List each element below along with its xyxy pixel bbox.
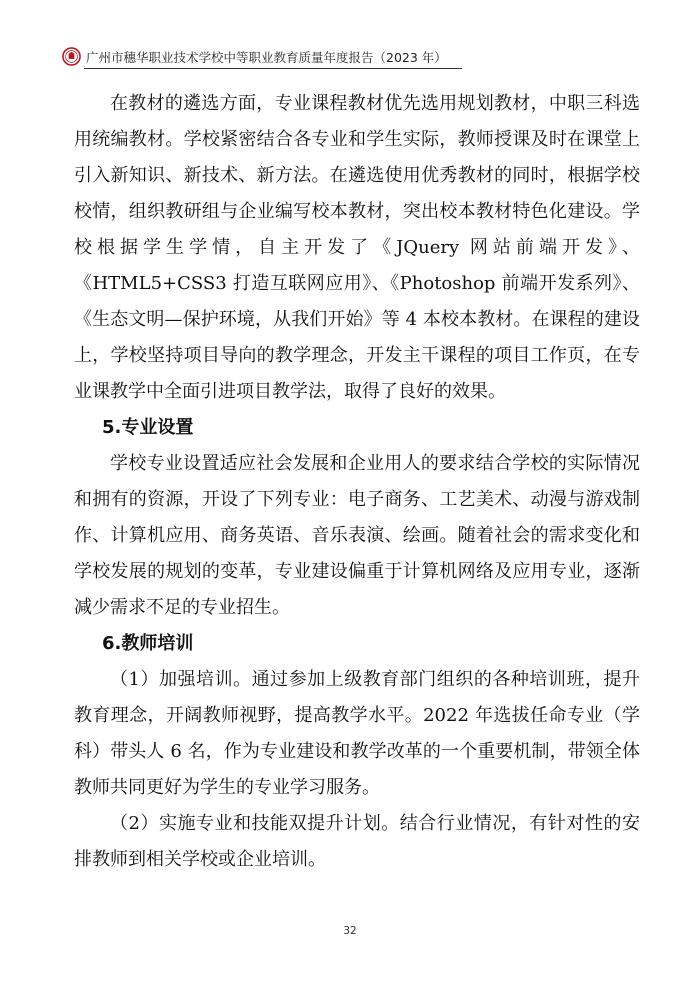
section-heading-specialty-setup: 5.专业设置: [102, 417, 194, 438]
specialty-setup-paragraph: 学校专业设置适应社会发展和企业用人的要求结合学校的实际情况和拥有的资源，开设了下列专业：电子商务、工艺美术、动漫与游戏制作、计算机应用、商务英语、音乐表演、绘画。随着社会的需求变化和学校发展的规划的变革，专业建设偏重于计算机网络及应用专业，逐渐减少需求不足的专业招生。: [74, 453, 640, 618]
page-content: [74, 86, 640, 878]
header-rule: [84, 68, 462, 69]
textbook-selection-paragraph: 在教材的遴选方面，专业课程教材优先选用规划教材，中职三科选用统编教材。学校紧密结合各专业和学生实际，教师授课及时在课堂上引入新知识、新技术、新方法。在遴选使用优秀教材的同时，根据学校校情，组织教研组与企业编写校本教材，突出校本教材特色化建设。学校根据学生学情，自主开发了《JQuery 网站前端开发》、《HTML5+CSS3 打造互联网应用》、《Photoshop 前端开发系列》、《生态文明—保护环境，从我们开始》等 4 本校本教材。在课程的建设上，学校坚持项目导向的教学理念，开发主干课程的项目工作页，在专业课教学中全面引进项目教学法，取得了良好的效果。: [74, 93, 640, 402]
page-header: [62, 44, 462, 70]
training-item-1-paragraph: （1）加强培训。通过参加上级教育部门组织的各种培训班，提升教育理念，开阔教师视野，提高教学水平。2022 年选拔任命专业（学科）带头人 6 名，作为专业建设和教学改革的一个重要机制，带领全体教师共同更好为学生的专业学习服务。: [74, 669, 640, 798]
page-number: 32: [343, 925, 357, 937]
section-heading-teacher-training: 6.教师培训: [102, 633, 194, 654]
report-header-title: 广州市穗华职业技术学校中等职业教育质量年度报告（2023 年）: [86, 50, 447, 65]
training-item-2-paragraph: （2）实施专业和技能双提升计划。结合行业情况，有针对性的安排教师到相关学校或企业培训。: [74, 813, 640, 870]
school-seal-icon: [62, 47, 81, 66]
